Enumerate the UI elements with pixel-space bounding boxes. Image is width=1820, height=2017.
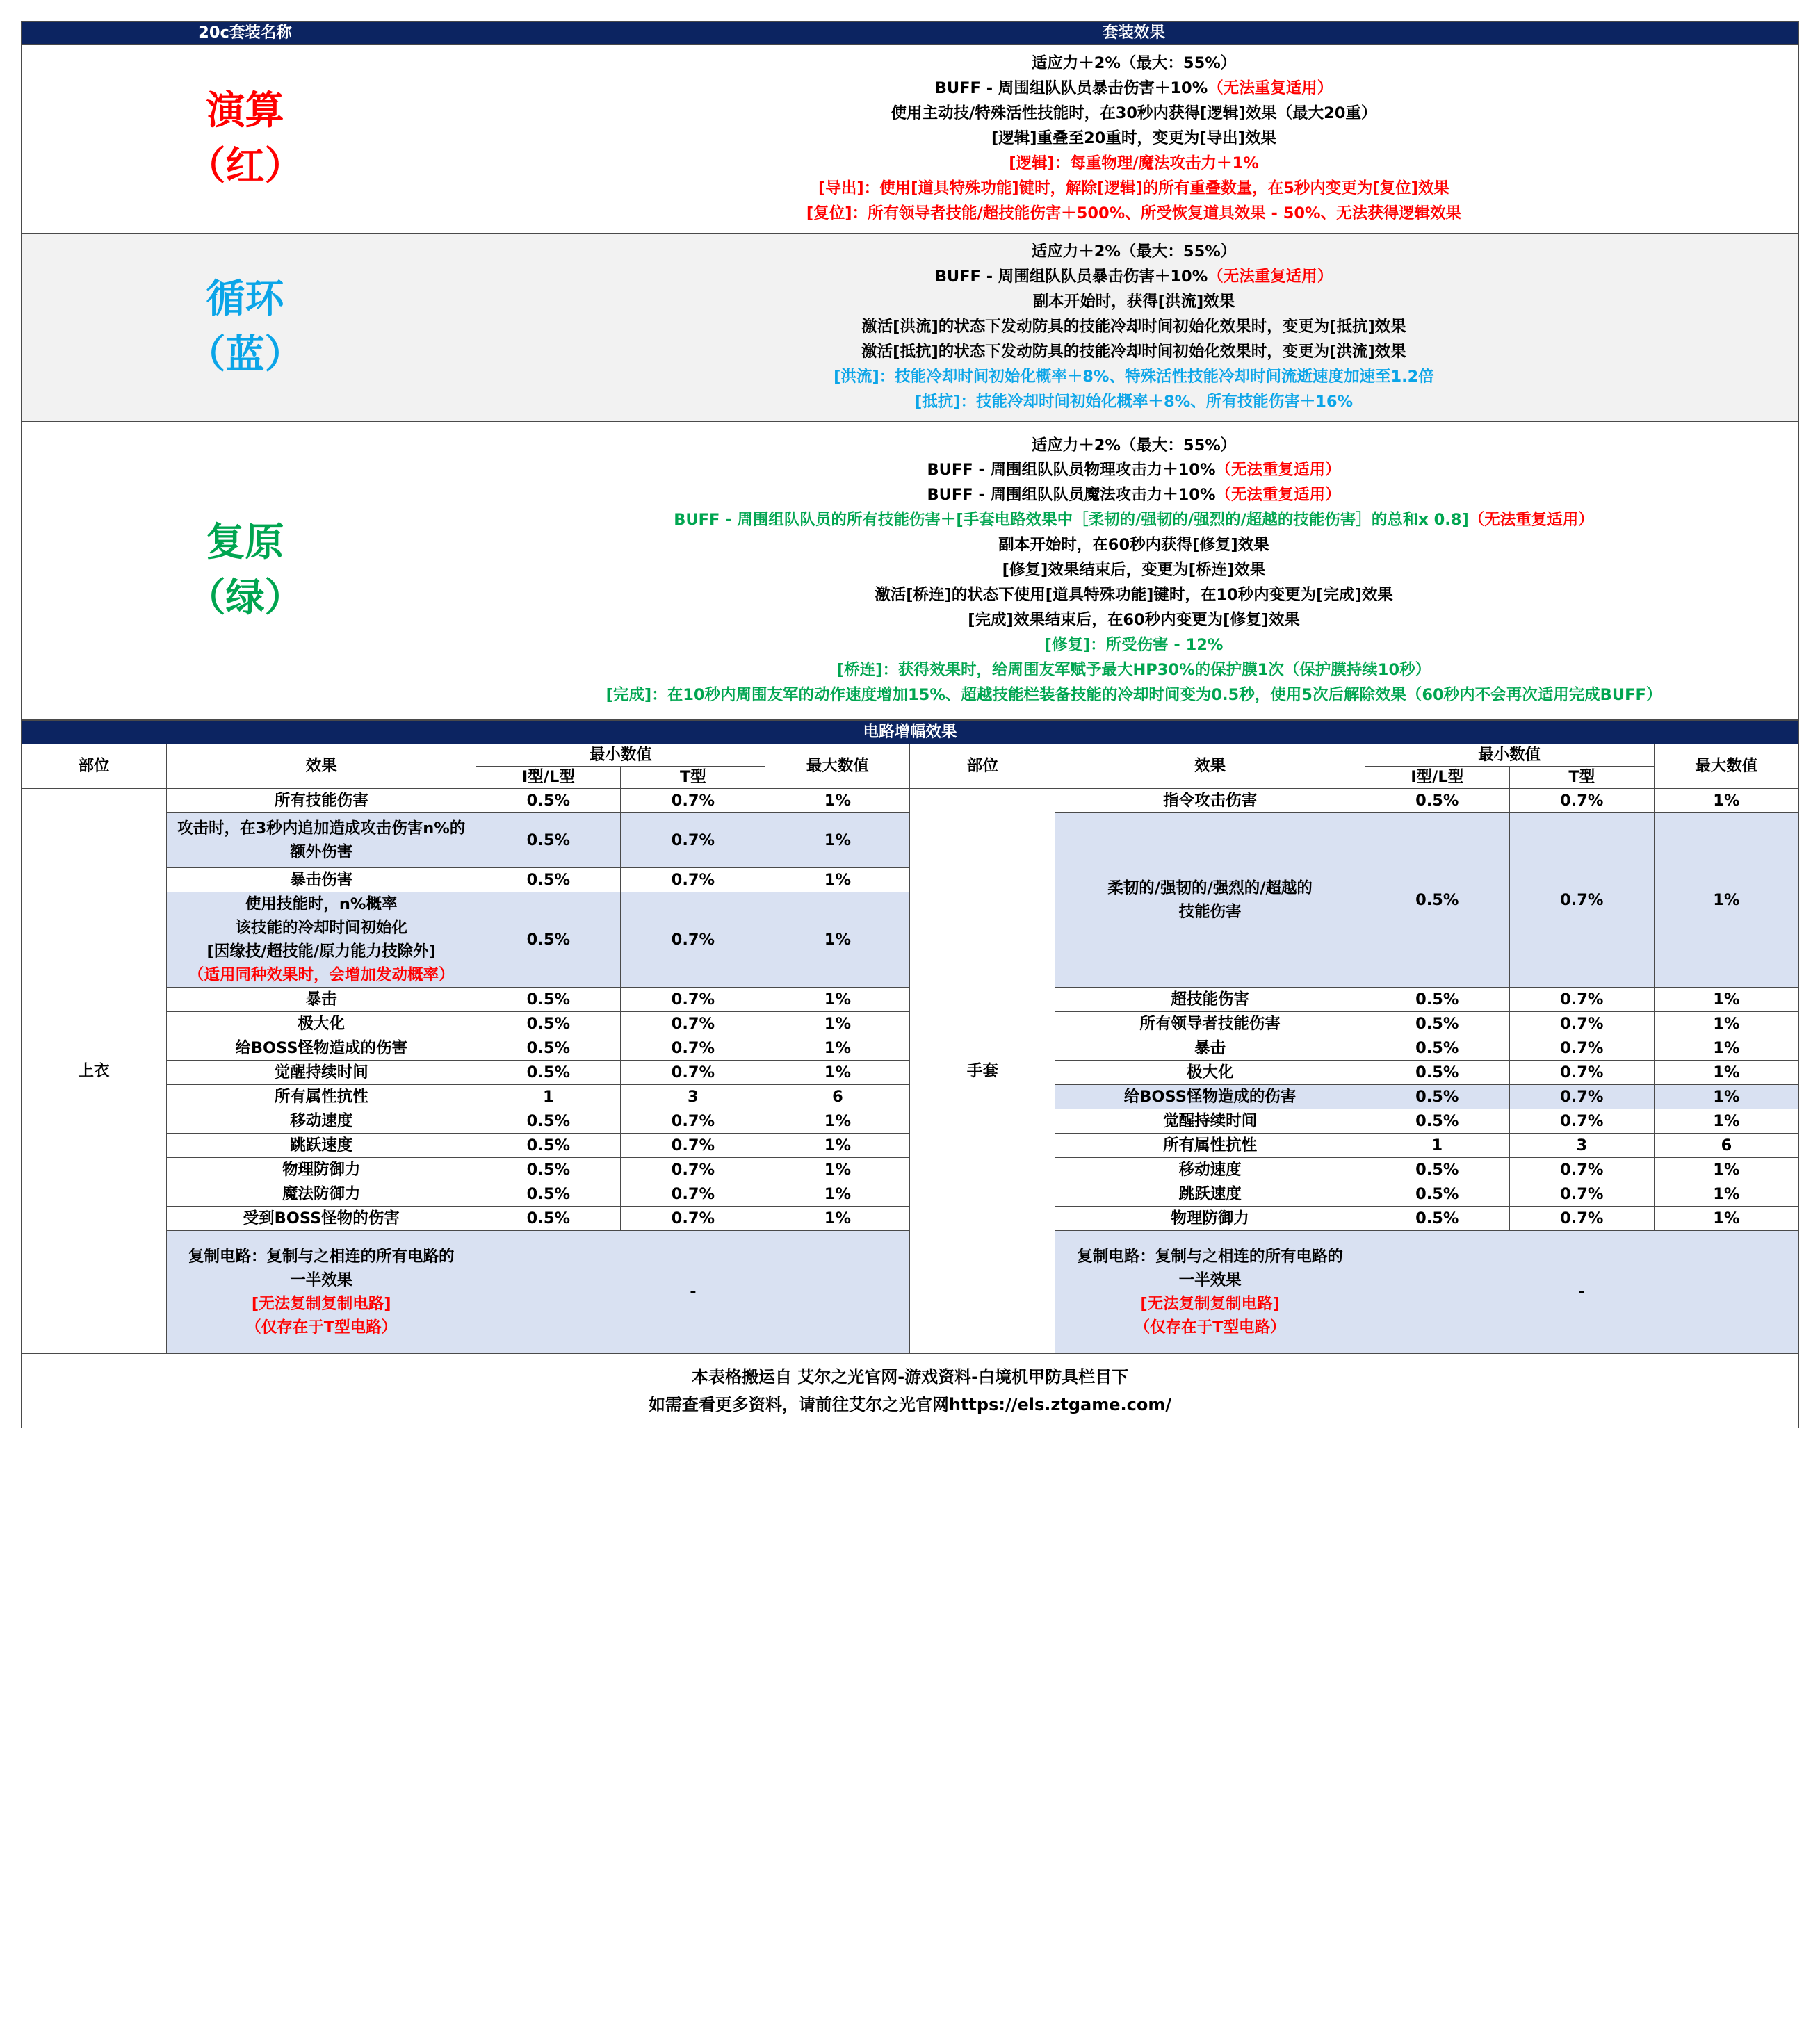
set-effect-line bbox=[475, 290, 1793, 315]
circuit-value-il: 0.5% bbox=[476, 1207, 621, 1231]
circuit-value-t: 0.7% bbox=[621, 1207, 765, 1231]
effect-line: 复制电路：复制与之相连的所有电路的 bbox=[1077, 1247, 1343, 1266]
circuit-value-il: 0.5% bbox=[1365, 1012, 1509, 1036]
circuit-value-max: 1% bbox=[1654, 1012, 1798, 1036]
set-color-label: （绿） bbox=[186, 575, 304, 621]
effect-text: [桥连]：获得效果时，给周围友军赋予最大HP30%的保护膜1次（保护膜持续10秒） bbox=[836, 660, 1431, 679]
circuit-effect bbox=[1055, 1158, 1365, 1182]
circuit-value-il: 0.5% bbox=[476, 1134, 621, 1158]
effect-line: 所有属性抗性 bbox=[274, 1088, 368, 1106]
set-effect-line bbox=[475, 177, 1793, 202]
circuit-value-il: 0.5% bbox=[1365, 789, 1509, 813]
effect-text: 激活[抵抗]的状态下发动防具的技能冷却时间初始化效果时，变更为[洪流]效果 bbox=[861, 342, 1406, 361]
copy-circuit-effect bbox=[1055, 1231, 1365, 1353]
effect-line: 攻击时，在3秒内追加造成攻击伤害n%的 bbox=[177, 819, 466, 838]
col-il: I型/L型 bbox=[476, 767, 621, 789]
effect-text: 使用主动技/特殊活性技能时，在30秒内获得[逻辑]效果（最大20重） bbox=[891, 104, 1377, 123]
circuit-row bbox=[22, 789, 1799, 813]
circuit-value-t: 0.7% bbox=[621, 1182, 765, 1207]
effect-line: （适用同种效果时，会增加发动概率） bbox=[188, 966, 455, 984]
effect-line: [无法复制复制电路] bbox=[251, 1294, 391, 1313]
col-min: 最小数值 bbox=[1365, 744, 1654, 767]
effect-line: 额外伤害 bbox=[290, 843, 353, 861]
effect-line: 柔韧的/强韧的/强烈的/超越的 bbox=[1107, 879, 1313, 897]
effect-text: [逻辑]重叠至20重时，变更为[导出]效果 bbox=[991, 129, 1276, 148]
effect-text: 激活[洪流]的状态下发动防具的技能冷却时间初始化效果时，变更为[抵抗]效果 bbox=[861, 318, 1406, 336]
set-table bbox=[21, 21, 1799, 720]
circuit-value-il: 0.5% bbox=[476, 1012, 621, 1036]
circuit-title-row bbox=[22, 721, 1799, 744]
circuit-value-t: 0.7% bbox=[621, 1158, 765, 1182]
effect-line: [无法复制复制电路] bbox=[1140, 1294, 1280, 1313]
col-max: 最大数值 bbox=[765, 744, 910, 789]
circuit-value-max: 1% bbox=[765, 813, 910, 868]
footer-link-text: 如需查看更多资料，请前往艾尔之光官网https://els.ztgame.com/ bbox=[648, 1395, 1172, 1414]
effect-line: 魔法防御力 bbox=[282, 1185, 361, 1203]
set-name: 演算 bbox=[206, 88, 284, 133]
effect-line: 给BOSS怪物造成的伤害 bbox=[1123, 1088, 1297, 1106]
circuit-value-max: 1% bbox=[765, 1158, 910, 1182]
circuit-value-il: 0.5% bbox=[1365, 1109, 1509, 1134]
circuit-value-t: 0.7% bbox=[1509, 1182, 1654, 1207]
circuit-value-max: 1% bbox=[765, 1012, 910, 1036]
circuit-value-max: 1% bbox=[1654, 988, 1798, 1012]
set-effect-line bbox=[475, 608, 1793, 633]
effect-text: BUFF - 周围组队队员暴击伤害＋10% bbox=[934, 79, 1208, 98]
circuit-value-il: 0.5% bbox=[1365, 1085, 1509, 1109]
circuit-value-max: 1% bbox=[765, 988, 910, 1012]
effect-note: （无法重复适用） bbox=[1208, 79, 1333, 98]
set-effect-line bbox=[475, 76, 1793, 101]
circuit-effect bbox=[167, 1134, 476, 1158]
effect-line: 觉醒持续时间 bbox=[274, 1063, 368, 1081]
effect-line: 超技能伤害 bbox=[1171, 990, 1249, 1008]
effect-line: 一半效果 bbox=[290, 1271, 353, 1289]
effect-line: 觉醒持续时间 bbox=[1163, 1112, 1258, 1130]
circuit-value-t: 0.7% bbox=[621, 1012, 765, 1036]
circuit-value-il: 0.5% bbox=[476, 813, 621, 868]
circuit-value-t: 0.7% bbox=[621, 988, 765, 1012]
effect-text: [修复]：所受伤害 - 12% bbox=[1044, 635, 1224, 654]
effect-text: [复位]：所有领导者技能/超技能伤害＋500%、所受恢复道具效果 - 50%、无法获得逻辑效果 bbox=[806, 204, 1462, 222]
effect-text: 激活[桥连]的状态下使用[道具特殊功能]键时，在10秒内变更为[完成]效果 bbox=[875, 585, 1393, 604]
effect-note: （无法重复适用） bbox=[1208, 268, 1333, 286]
circuit-value-t: 3 bbox=[621, 1085, 765, 1109]
set-effect-line bbox=[475, 658, 1793, 683]
copy-circuit-value: - bbox=[476, 1231, 910, 1353]
circuit-value-t: 3 bbox=[1509, 1134, 1654, 1158]
effect-line: 受到BOSS怪物的伤害 bbox=[243, 1209, 400, 1227]
circuit-value-il: 0.5% bbox=[476, 1109, 621, 1134]
col-max: 最大数值 bbox=[1654, 744, 1798, 789]
circuit-effect bbox=[1055, 1182, 1365, 1207]
set-effect-line bbox=[475, 683, 1793, 708]
circuit-effect bbox=[1055, 1012, 1365, 1036]
circuit-value-il: 0.5% bbox=[1365, 1207, 1509, 1231]
effect-line: 移动速度 bbox=[290, 1112, 353, 1130]
circuit-value-max: 1% bbox=[1654, 1061, 1798, 1085]
circuit-body bbox=[22, 789, 1799, 1353]
circuit-value-max: 1% bbox=[765, 1207, 910, 1231]
circuit-effect bbox=[167, 988, 476, 1012]
circuit-value-t: 0.7% bbox=[1509, 1061, 1654, 1085]
set-name: 循环 bbox=[206, 277, 284, 322]
effect-text: [逻辑]：每重物理/魔法攻击力＋1% bbox=[1009, 154, 1259, 172]
circuit-effect bbox=[167, 1182, 476, 1207]
effect-line: 所有属性抗性 bbox=[1163, 1136, 1258, 1154]
copy-circuit-effect bbox=[167, 1231, 476, 1353]
circuit-effect bbox=[167, 789, 476, 813]
set-effect-line bbox=[475, 508, 1793, 533]
set-effect-line bbox=[475, 390, 1793, 415]
set-effect-line bbox=[475, 265, 1793, 290]
set-effect-line bbox=[475, 51, 1793, 76]
effect-line: 暴击 bbox=[1194, 1039, 1226, 1057]
set-name-header: 20c套装名称 bbox=[22, 22, 469, 45]
circuit-value-max: 1% bbox=[765, 1134, 910, 1158]
circuit-value-t: 0.7% bbox=[621, 789, 765, 813]
col-t: T型 bbox=[621, 767, 765, 789]
circuit-value-t: 0.7% bbox=[621, 1134, 765, 1158]
footer-table bbox=[21, 1353, 1799, 1428]
circuit-value-max: 1% bbox=[765, 868, 910, 892]
col-part: 部位 bbox=[22, 744, 167, 789]
circuit-value-il: 0.5% bbox=[476, 1061, 621, 1085]
circuit-value-t: 0.7% bbox=[1509, 988, 1654, 1012]
effect-note: （无法重复适用） bbox=[1215, 486, 1341, 505]
effect-line: 移动速度 bbox=[1178, 1161, 1242, 1179]
circuit-value-il: 0.5% bbox=[476, 868, 621, 892]
circuit-effect bbox=[1055, 1036, 1365, 1061]
effect-note: （无法重复适用） bbox=[1215, 461, 1341, 480]
effect-text: 适应力＋2%（最大：55%） bbox=[1031, 243, 1237, 261]
circuit-value-t: 0.7% bbox=[1509, 1109, 1654, 1134]
effect-text: BUFF - 周围组队队员暴击伤害＋10% bbox=[934, 268, 1208, 286]
col-il: I型/L型 bbox=[1365, 767, 1509, 789]
effect-line: 跳跃速度 bbox=[290, 1136, 353, 1154]
effect-text: [修复]效果结束后，变更为[桥连]效果 bbox=[1002, 561, 1266, 580]
effect-line: 该技能的冷却时间初始化 bbox=[235, 919, 407, 937]
copy-circuit-value: - bbox=[1365, 1231, 1798, 1353]
circuit-value-max: 6 bbox=[1654, 1134, 1798, 1158]
effect-line: （仅存在于T型电路） bbox=[245, 1318, 398, 1337]
circuit-value-max: 1% bbox=[765, 789, 910, 813]
set-effects bbox=[469, 422, 1799, 720]
set-effects bbox=[469, 45, 1799, 234]
circuit-effect bbox=[1055, 789, 1365, 813]
effect-line: 所有领导者技能伤害 bbox=[1139, 1015, 1281, 1033]
circuit-value-il: 0.5% bbox=[1365, 1158, 1509, 1182]
circuit-value-t: 0.7% bbox=[621, 813, 765, 868]
set-effect-line bbox=[475, 101, 1793, 126]
set-table-header bbox=[22, 22, 1799, 45]
circuit-value-max: 6 bbox=[765, 1085, 910, 1109]
set-name: 复原 bbox=[206, 520, 284, 565]
circuit-value-il: 0.5% bbox=[1365, 813, 1509, 988]
effect-text: 副本开始时，获得[洪流]效果 bbox=[1032, 293, 1235, 311]
circuit-effect bbox=[167, 892, 476, 988]
circuit-value-max: 1% bbox=[1654, 1109, 1798, 1134]
circuit-table bbox=[21, 720, 1799, 1353]
effect-text: [导出]：使用[道具特殊功能]键时，解除[逻辑]的所有重叠数量，在5秒内变更为[复位]效果 bbox=[818, 179, 1449, 197]
effect-line: 技能伤害 bbox=[1178, 903, 1242, 921]
footer-row bbox=[22, 1354, 1799, 1428]
effect-text: 副本开始时，在60秒内获得[修复]效果 bbox=[998, 536, 1269, 555]
circuit-effect bbox=[1055, 1109, 1365, 1134]
col-effect: 效果 bbox=[1055, 744, 1365, 789]
circuit-value-max: 1% bbox=[1654, 1182, 1798, 1207]
circuit-value-max: 1% bbox=[1654, 1207, 1798, 1231]
part-label-gloves: 手套 bbox=[910, 789, 1055, 1353]
set-effect-line bbox=[475, 458, 1793, 483]
effect-text: [完成]效果结束后，在60秒内变更为[修复]效果 bbox=[968, 610, 1300, 629]
circuit-effect bbox=[167, 1085, 476, 1109]
circuit-value-t: 0.7% bbox=[1509, 1012, 1654, 1036]
effect-line: 使用技能时，n%概率 bbox=[245, 895, 398, 913]
effect-line: 物理防御力 bbox=[282, 1161, 361, 1179]
circuit-header-row bbox=[22, 744, 1799, 767]
circuit-value-t: 0.7% bbox=[1509, 813, 1654, 988]
set-effect-line bbox=[475, 558, 1793, 583]
effect-line: （仅存在于T型电路） bbox=[1134, 1318, 1286, 1337]
circuit-value-il: 1 bbox=[476, 1085, 621, 1109]
circuit-value-t: 0.7% bbox=[621, 1036, 765, 1061]
circuit-title: 电路增幅效果 bbox=[22, 721, 1799, 744]
circuit-value-max: 1% bbox=[1654, 789, 1798, 813]
circuit-value-t: 0.7% bbox=[621, 1061, 765, 1085]
circuit-value-il: 0.5% bbox=[476, 1158, 621, 1182]
circuit-value-il: 0.5% bbox=[1365, 1061, 1509, 1085]
circuit-value-il: 0.5% bbox=[476, 789, 621, 813]
circuit-value-max: 1% bbox=[765, 1109, 910, 1134]
set-color-label: （红） bbox=[186, 144, 304, 189]
circuit-value-t: 0.7% bbox=[1509, 1158, 1654, 1182]
effect-line: 跳跃速度 bbox=[1178, 1185, 1242, 1203]
circuit-value-max: 1% bbox=[1654, 1158, 1798, 1182]
effect-line: 物理防御力 bbox=[1171, 1209, 1249, 1227]
circuit-effect bbox=[167, 1012, 476, 1036]
circuit-effect bbox=[1055, 1134, 1365, 1158]
circuit-value-t: 0.7% bbox=[621, 892, 765, 988]
circuit-value-max: 1% bbox=[765, 1036, 910, 1061]
set-effect-line bbox=[475, 633, 1793, 658]
set-effects bbox=[469, 234, 1799, 422]
col-effect: 效果 bbox=[167, 744, 476, 789]
circuit-effect bbox=[167, 868, 476, 892]
set-color-label: （蓝） bbox=[186, 332, 304, 377]
set-row-blue bbox=[22, 234, 1799, 422]
effect-line: 所有技能伤害 bbox=[274, 792, 368, 810]
set-effect-line bbox=[475, 202, 1793, 227]
effect-line: 一半效果 bbox=[1178, 1271, 1242, 1289]
set-effect-header: 套装效果 bbox=[469, 22, 1799, 45]
circuit-value-t: 0.7% bbox=[1509, 1085, 1654, 1109]
circuit-effect bbox=[167, 1158, 476, 1182]
circuit-effect bbox=[167, 1109, 476, 1134]
circuit-value-il: 0.5% bbox=[476, 988, 621, 1012]
col-t: T型 bbox=[1509, 767, 1654, 789]
circuit-value-t: 0.7% bbox=[1509, 1207, 1654, 1231]
effect-text: [洪流]：技能冷却时间初始化概率＋8%、特殊活性技能冷却时间流逝速度加速至1.2倍 bbox=[834, 367, 1434, 386]
set-effect-line bbox=[475, 152, 1793, 177]
circuit-value-il: 0.5% bbox=[476, 1182, 621, 1207]
circuit-value-il: 0.5% bbox=[1365, 988, 1509, 1012]
set-effect-line bbox=[475, 126, 1793, 152]
effect-line: 给BOSS怪物造成的伤害 bbox=[235, 1039, 408, 1057]
circuit-value-t: 0.7% bbox=[621, 1109, 765, 1134]
set-name-cell bbox=[22, 234, 469, 422]
circuit-value-max: 1% bbox=[1654, 813, 1798, 988]
set-effect-line bbox=[475, 315, 1793, 340]
circuit-value-t: 0.7% bbox=[621, 868, 765, 892]
circuit-value-max: 1% bbox=[1654, 1036, 1798, 1061]
set-effect-line bbox=[475, 583, 1793, 608]
set-name-cell bbox=[22, 422, 469, 720]
effect-line: 复制电路：复制与之相连的所有电路的 bbox=[188, 1247, 455, 1266]
circuit-effect bbox=[1055, 1061, 1365, 1085]
page bbox=[21, 21, 1799, 1428]
circuit-effect bbox=[1055, 1085, 1365, 1109]
effect-line: [因缘技/超技能/原力能力技除外] bbox=[206, 942, 436, 961]
circuit-value-max: 1% bbox=[765, 1182, 910, 1207]
col-part: 部位 bbox=[910, 744, 1055, 789]
set-row-red bbox=[22, 45, 1799, 234]
set-effect-line bbox=[475, 483, 1793, 508]
circuit-value-max: 1% bbox=[765, 892, 910, 988]
effect-line: 指令攻击伤害 bbox=[1163, 792, 1258, 810]
set-effect-line bbox=[475, 434, 1793, 459]
circuit-value-max: 1% bbox=[1654, 1085, 1798, 1109]
circuit-effect bbox=[167, 1036, 476, 1061]
effect-line: 暴击伤害 bbox=[290, 871, 353, 889]
effect-line: 暴击 bbox=[305, 990, 337, 1008]
effect-text: BUFF - 周围组队队员物理攻击力＋10% bbox=[927, 461, 1216, 480]
col-min: 最小数值 bbox=[476, 744, 765, 767]
circuit-value-max: 1% bbox=[765, 1061, 910, 1085]
effect-line: 极大化 bbox=[298, 1015, 345, 1033]
set-effect-line bbox=[475, 240, 1793, 265]
footer bbox=[22, 1354, 1799, 1428]
set-name-cell bbox=[22, 45, 469, 234]
effect-line: 极大化 bbox=[1186, 1063, 1234, 1081]
effect-text: [抵抗]：技能冷却时间初始化概率＋8%、所有技能伤害＋16% bbox=[914, 392, 1354, 411]
effect-text: BUFF - 周围组队队员魔法攻击力＋10% bbox=[927, 486, 1216, 505]
effect-text: [完成]：在10秒内周围友军的动作速度增加15%、超越技能栏装备技能的冷却时间变为0.5秒，使用5次后解除效果（60秒内不会再次适用完成BUFF） bbox=[606, 685, 1662, 704]
circuit-effect bbox=[1055, 1207, 1365, 1231]
circuit-effect bbox=[167, 1207, 476, 1231]
circuit-effect bbox=[167, 813, 476, 868]
set-effect-line bbox=[475, 340, 1793, 365]
effect-text: 适应力＋2%（最大：55%） bbox=[1031, 436, 1237, 455]
effect-note: （无法重复适用） bbox=[1468, 511, 1594, 530]
circuit-effect bbox=[167, 1061, 476, 1085]
set-row-green bbox=[22, 422, 1799, 720]
circuit-value-t: 0.7% bbox=[1509, 789, 1654, 813]
circuit-effect bbox=[1055, 813, 1365, 988]
circuit-value-il: 1 bbox=[1365, 1134, 1509, 1158]
circuit-value-il: 0.5% bbox=[1365, 1182, 1509, 1207]
circuit-value-il: 0.5% bbox=[476, 892, 621, 988]
effect-text: 适应力＋2%（最大：55%） bbox=[1031, 54, 1237, 73]
part-label-upper: 上衣 bbox=[22, 789, 167, 1353]
circuit-value-il: 0.5% bbox=[476, 1036, 621, 1061]
set-effect-line bbox=[475, 365, 1793, 390]
effect-text: BUFF - 周围组队队员的所有技能伤害＋[手套电路效果中［柔韧的/强韧的/强烈的/超越的技能伤害］的总和x 0.8] bbox=[674, 511, 1469, 530]
circuit-value-il: 0.5% bbox=[1365, 1036, 1509, 1061]
circuit-effect bbox=[1055, 988, 1365, 1012]
footer-source: 本表格搬运自 艾尔之光官网-游戏资料-白境机甲防具栏目下 bbox=[691, 1367, 1129, 1387]
circuit-value-t: 0.7% bbox=[1509, 1036, 1654, 1061]
set-effect-line bbox=[475, 533, 1793, 558]
